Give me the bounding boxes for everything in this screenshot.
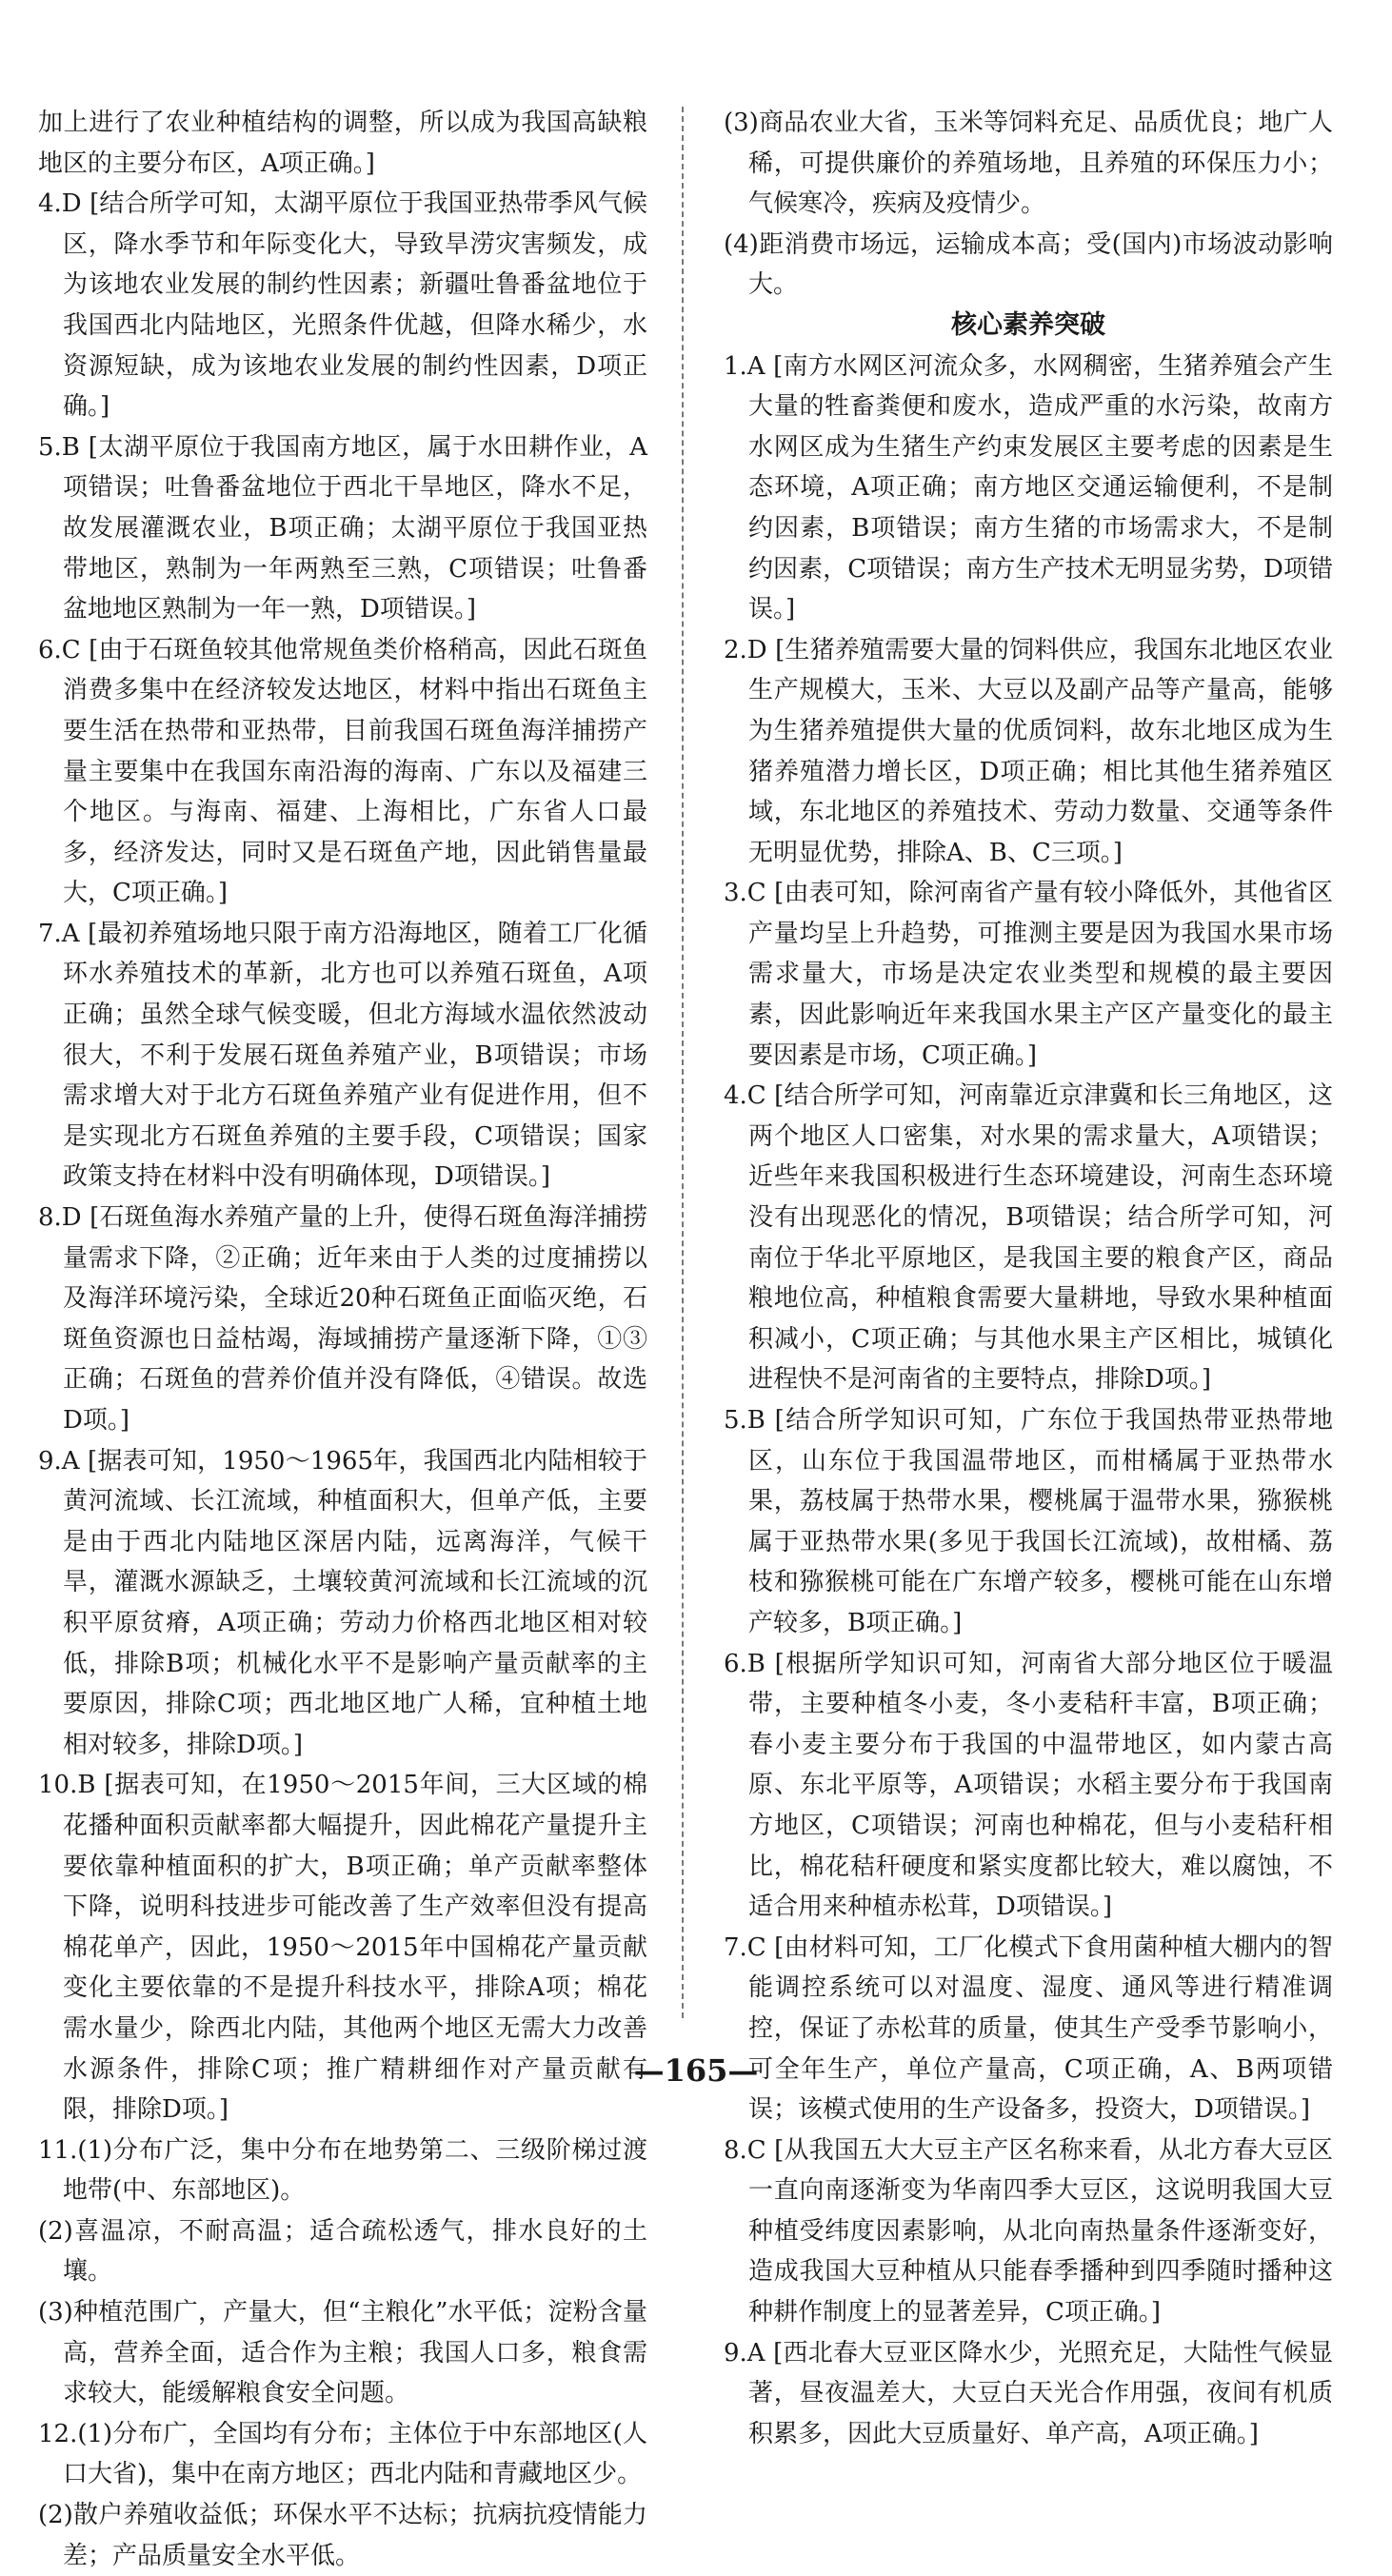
answer-item: 7.A [最初养殖场地只限于南方沿海地区，随着工厂化循环水养殖技术的革新，北方也可以养殖石斑鱼，A项正确；虽然全球气候变暖，但北方海域水温依然波动很大，不利于发展石斑鱼养殖产业，B项错误；市场需求增大对于北方石斑鱼养殖产业有促进作用，但不是实现北方石斑鱼养殖的主要手段，C项错误；国家政策支持在材料中没有明确体现，D项错误。] (38, 919, 647, 1192)
answer-item: 8.D [石斑鱼海水养殖产量的上升，使得石斑鱼海洋捕捞量需求下降，②正确；近年来由于人类的过度捕捞以及海洋环境污染，全球近20种石斑鱼正面临灭绝，石斑鱼资源也日益枯竭，海域捕捞产量逐渐下降，①③正确；石斑鱼的营养价值并没有降低，④错误。故选D项。] (38, 1203, 647, 1435)
answer-item: 12.(1)分布广，全国均有分布；主体位于中东部地区(人口大省)，集中在南方地区；西北内陆和青藏地区少。 (38, 2419, 647, 2489)
answer-item: 9.A [西北春大豆亚区降水少，光照充足，大陆性气候显著，昼夜温差大，大豆白天光合作用强，夜间有机质积累多，因此大豆质量好、单产高，A项正确。] (724, 2338, 1333, 2448)
answer-item: (3)种植范围广，产量大，但“主粮化”水平低；淀粉含量高，营养全面，适合作为主粮；我国人口多，粮食需求较大，能缓解粮食安全问题。 (38, 2298, 647, 2408)
page-number: —165— (633, 2052, 759, 2089)
answer-item: 9.A [据表可知，1950～1965年，我国西北内陆相较于黄河流域、长江流域，种植面积大，但单产低，主要是由于西北内陆地区深居内陆，远离海洋，气候干旱，灌溉水源缺乏，土壤较黄河流域和长江流域的沉积平原贫瘠，A项正确；劳动力价格西北地区相对较低，排除B项；机械化水平不是影响产量贡献率的主要原因，排除C项；西北地区地广人稀，宜种植土地相对较多，排除D项。] (38, 1446, 647, 1759)
section-title: 核心素养突破 (951, 309, 1105, 340)
answer-item: 5.B [结合所学知识可知，广东位于我国热带亚热带地区，山东位于我国温带地区，而柑橘属于亚热带水果，荔枝属于热带水果，樱桃属于温带水果，猕猴桃属于亚热带水果(多见于我国长江流域)，故柑橘、荔枝和猕猴桃可能在广东增产较多，樱桃可能在山东增产较多，B项正确。] (724, 1406, 1333, 1637)
answer-item: 8.C [从我国五大大豆主产区名称来看，从北方春大豆区一直向南逐渐变为华南四季大豆区，这说明我国大豆种植受纬度因素影响，从北向南热量条件逐渐变好，造成我国大豆种植从只能春季播种到四季随时播种这种耕作制度上的显著差异，C项正确。] (724, 2135, 1333, 2328)
column-divider (682, 107, 684, 2018)
answer-continuation: 加上进行了农业种植结构的调整，所以成为我国高缺粮地区的主要分布区，A项正确。] (38, 109, 647, 178)
answer-item: 1.A [南方水网区河流众多，水网稠密，生猪养殖会产生大量的牲畜粪便和废水，造成严重的水污染，故南方水网区成为生猪生产约束发展区主要考虑的因素是生态环境，A项正确；南方地区交通运输便利，不是制约因素，B项错误；南方生猪的市场需求大，不是制约因素，C项错误；南方生产技术无明显劣势，D项错误。] (724, 351, 1333, 624)
answer-item: 7.C [由材料可知，工厂化模式下食用菌种植大棚内的智能调控系统可以对温度、湿度、通风等进行精准调控，保证了赤松茸的质量，使其生产受季节影响小，可全年生产，单位产量高，C项正确，A、B两项错误；该模式使用的生产设备多，投资大，D项错误。] (724, 1932, 1333, 2125)
right-column (724, 103, 1333, 2454)
left-column (38, 103, 647, 2576)
answer-item: 4.D [结合所学可知，太湖平原位于我国亚热带季风气候区，降水季节和年际变化大，导致旱涝灾害频发，成为该地农业发展的制约性因素；新疆吐鲁番盆地位于我国西北内陆地区，光照条件优越，但降水稀少，水资源短缺，成为该地农业发展的制约性因素，D项正确。] (38, 189, 647, 422)
answer-item: 2.D [生猪养殖需要大量的饲料供应，我国东北地区农业生产规模大，玉米、大豆以及副产品等产量高，能够为生猪养殖提供大量的优质饲料，故东北地区成为生猪养殖潜力增长区，D项正确；相比其他生猪养殖区域，东北地区的养殖技术、劳动力数量、交通等条件无明显优势，排除A、B、C三项。] (724, 635, 1333, 867)
answer-item: 6.C [由于石斑鱼较其他常规鱼类价格稍高，因此石斑鱼消费多集中在经济较发达地区，材料中指出石斑鱼主要生活在热带和亚热带，目前我国石斑鱼海洋捕捞产量主要集中在我国东南沿海的海南、广东以及福建三个地区。与海南、福建、上海相比，广东省人口最多，经济发达，同时又是石斑鱼产地，因此销售量最大，C项正确。] (38, 635, 647, 908)
answer-item: 5.B [太湖平原位于我国南方地区，属于水田耕作业，A项错误；吐鲁番盆地位于西北干旱地区，降水不足，故发展灌溉农业，B项正确；太湖平原位于我国亚热带地区，熟制为一年两熟至三熟，C项错误；吐鲁番盆地地区熟制为一年一熟，D项错误。] (38, 432, 647, 624)
answer-item: (2)喜温凉，不耐高温；适合疏松透气，排水良好的土壤。 (38, 2216, 647, 2287)
answer-item: (2)散户养殖收益低；环保水平不达标；抗病抗疫情能力差；产品质量安全水平低。 (38, 2501, 647, 2570)
answer-item: 6.B [根据所学知识可知，河南省大部分地区位于暖温带，主要种植冬小麦，冬小麦秸秆丰富，B项正确；春小麦主要分布于我国的中温带地区，如内蒙古高原、东北平原等，A项错误；水稻主要分布于我国南方地区，C项错误；河南也种棉花，但与小麦秸秆相比，棉花秸秆硬度和紧实度都比较大，难以腐蚀，不适合用来种植赤松茸，D项错误。] (724, 1649, 1333, 1922)
answer-item: 3.C [由表可知，除河南省产量有较小降低外，其他省区产量均呈上升趋势，可推测主要是因为我国水果市场需求量大，市场是决定农业类型和规模的最主要因素，因此影响近年来我国水果主产区产量变化的最主要因素是市场，C项正确。] (724, 879, 1333, 1070)
answer-item: (4)距消费市场远，运输成本高；受(国内)市场波动影响大。 (724, 229, 1333, 300)
answer-item: 4.C [结合所学可知，河南靠近京津冀和长三角地区，这两个地区人口密集，对水果的需求量大，A项错误；近些年来我国积极进行生态环境建设，河南生态环境没有出现恶化的情况，B项错误；结合所学可知，河南位于华北平原地区，是我国主要的粮食产区，商品粮地位高，种植粮食需要大量耕地，导致水果种植面积减小，C项正确；与其他水果主产区相比，城镇化进程快不是河南省的主要特点，排除D项。] (724, 1081, 1333, 1395)
answer-item: (3)商品农业大省，玉米等饲料充足、品质优良；地广人稀，可提供廉价的养殖场地，且养殖的环保压力小；气候寒冷，疾病及疫情少。 (724, 109, 1333, 219)
answer-item: 10.B [据表可知，在1950～2015年间，三大区域的棉花播种面积贡献率都大幅提升，因此棉花产量提升主要依靠种植面积的扩大，B项正确；单产贡献率整体下降，说明科技进步可能改善了生产效率但没有提高棉花单产，因此，1950～2015年中国棉花产量贡献变化主要依靠的不是提升科技水平，排除A项；棉花需水量少，除西北内陆，其他两个地区无需大力改善水源条件，排除C项；推广精耕细作对产量贡献有限，排除D项。] (38, 1771, 647, 2125)
answer-item: 11.(1)分布广泛，集中分布在地势第二、三级阶梯过渡地带(中、东部地区)。 (38, 2135, 647, 2206)
